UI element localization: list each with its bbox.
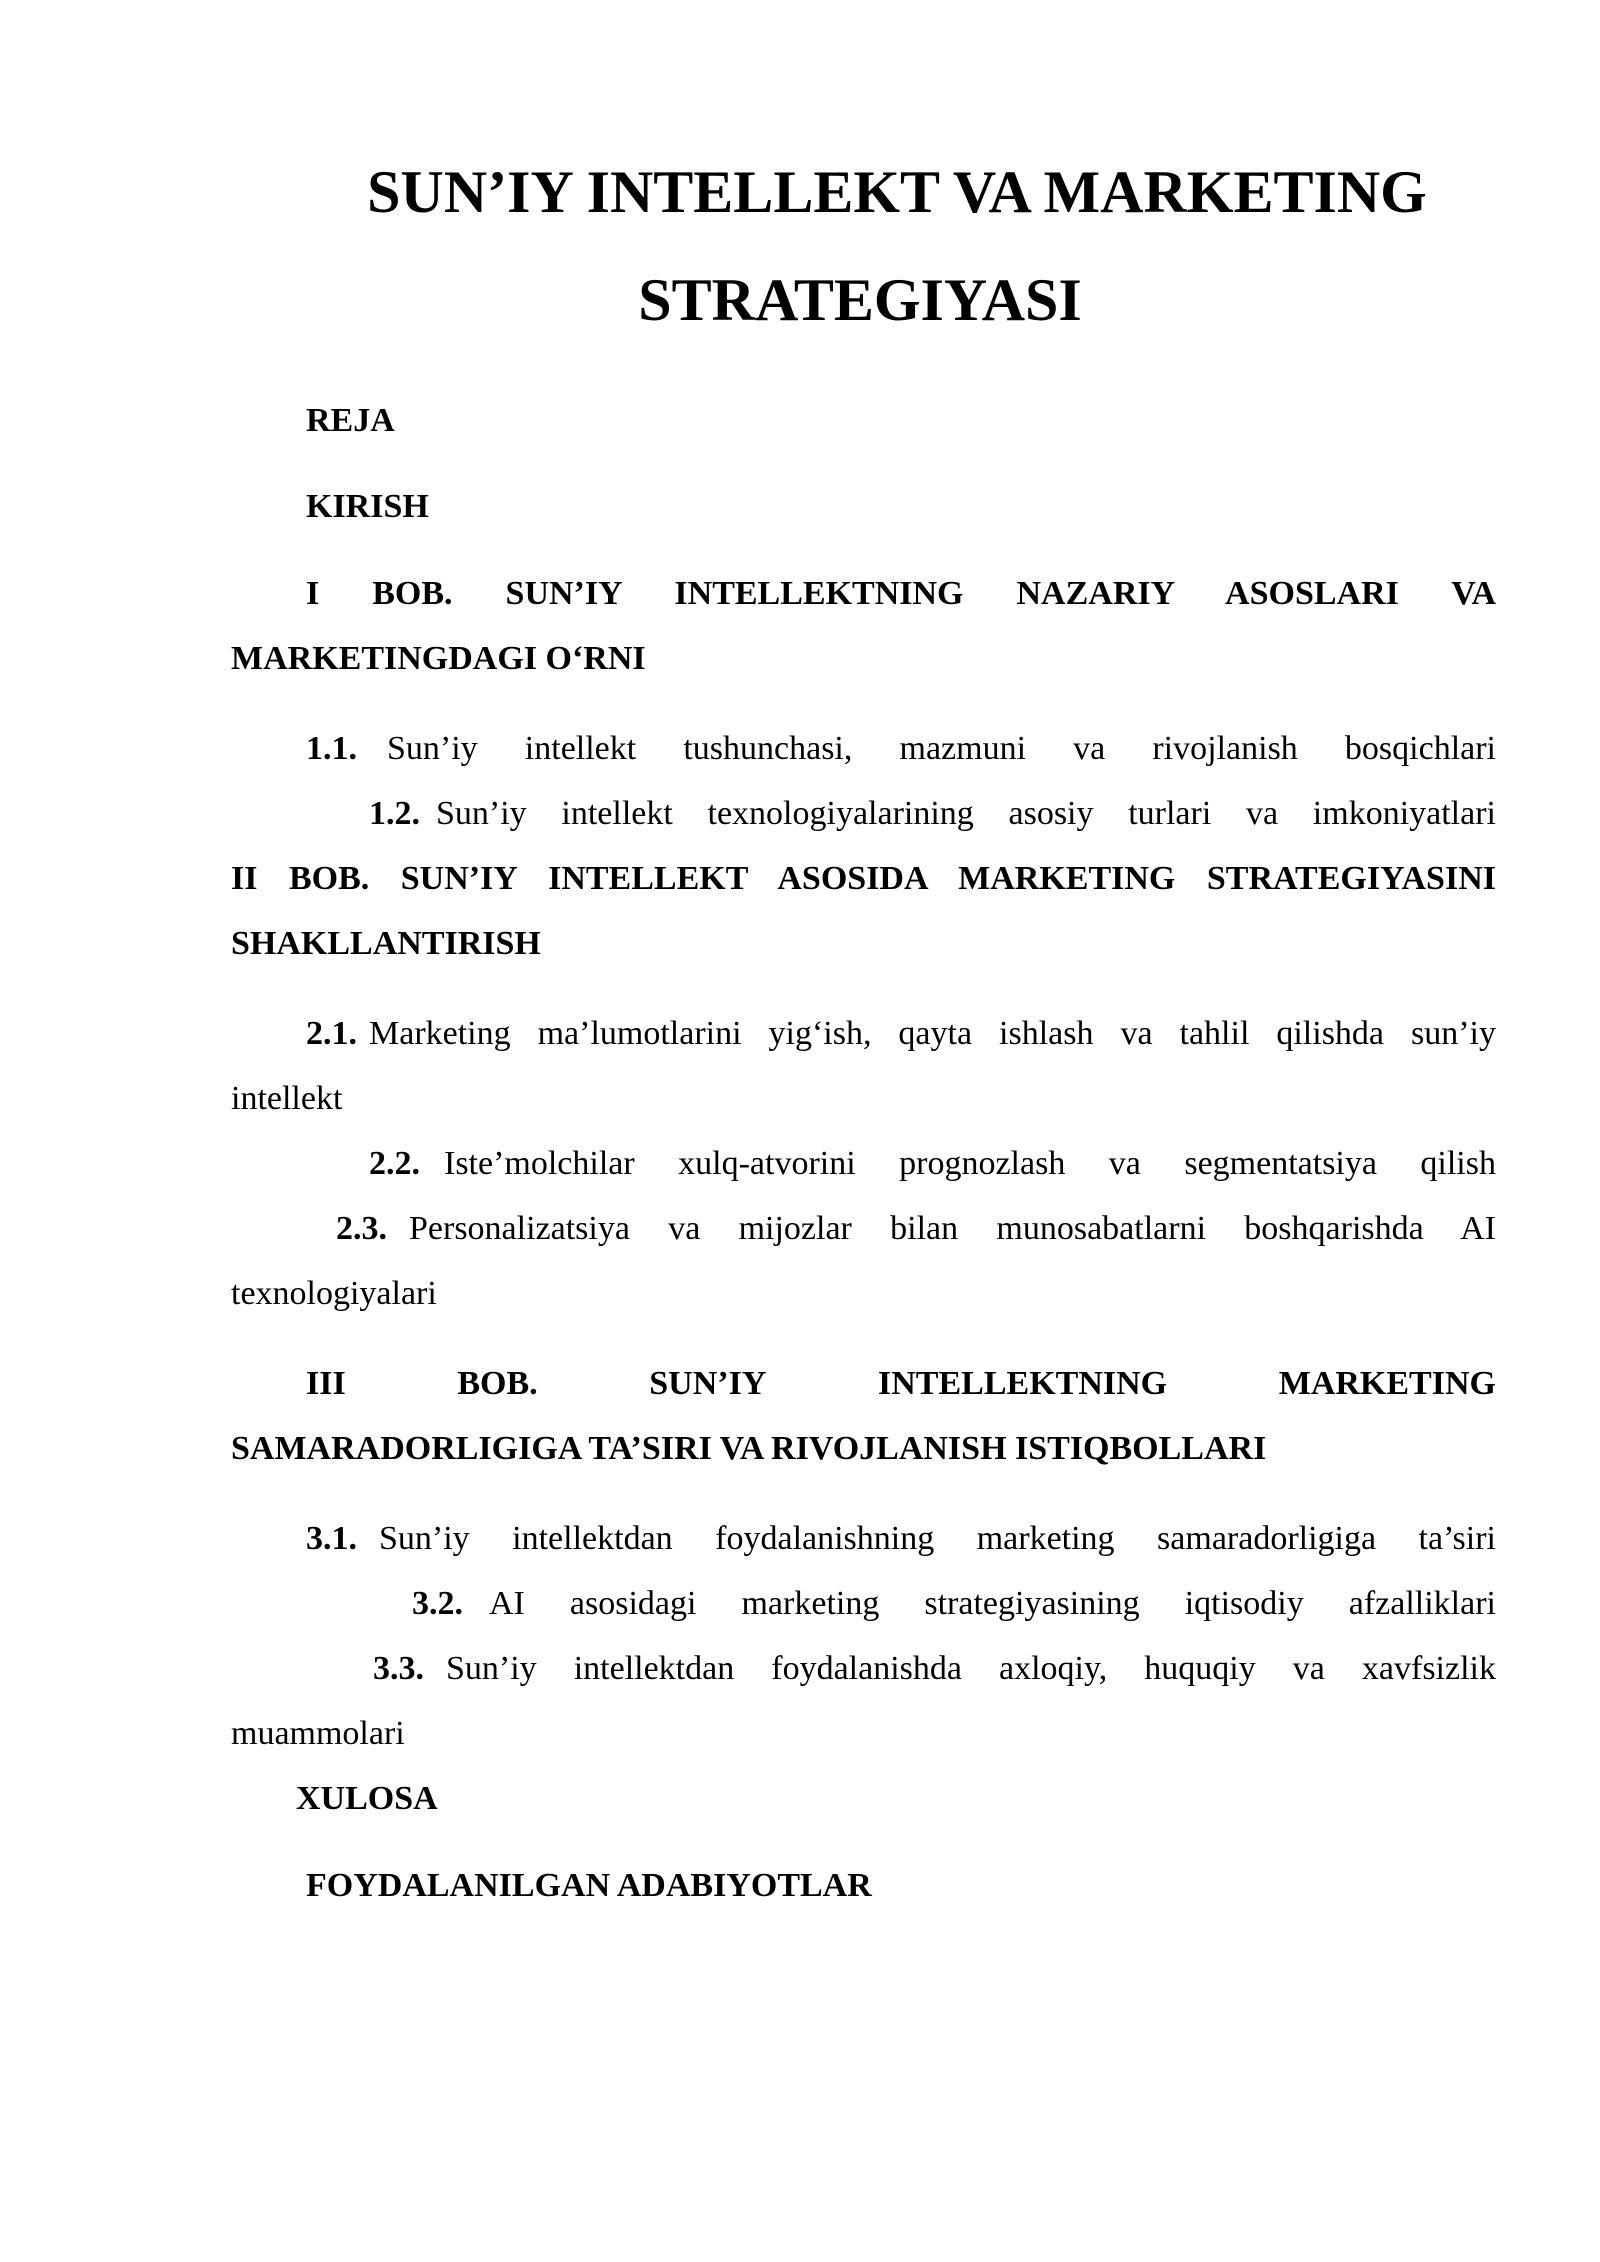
chapter-3-word: BOB.: [457, 1365, 538, 1402]
xulosa-item: XULOSA: [296, 1780, 438, 1817]
section-number: 3.2.: [412, 1585, 463, 1622]
adabiyotlar-item: FOYDALANILGAN ADABIYOTLAR: [306, 1867, 872, 1904]
section-2-3: [336, 1212, 1496, 1246]
chapter-1-line-1: I BOB. SUN’IY INTELLEKTNING NAZARIY ASOSLARI VA: [306, 575, 1496, 612]
chapter-2-line-1: II BOB. SUN’IY INTELLEKT ASOSIDA MARKETING STRATEGIYASINI: [231, 860, 1496, 897]
section-3-1: [306, 1522, 1496, 1556]
section-number: 2.1.: [306, 1015, 357, 1052]
chapter-3-line-1: [306, 1367, 1496, 1401]
section-title: Sun’iy intellektdan foydalanishda axloqiy, huquqiy va xavfsizlik: [446, 1650, 1496, 1687]
section-2-1: [306, 1017, 1496, 1051]
chapter-3-word: MARKETING: [1278, 1365, 1496, 1402]
section-number: 1.2.: [369, 795, 420, 832]
section-1-2: [369, 797, 1496, 831]
section-1-1: [306, 732, 1496, 766]
chapter-2-line-2: SHAKLLANTIRISH: [231, 925, 541, 962]
section-title: Sun’iy intellektdan foydalanishning marketing samaradorligiga ta’siri: [379, 1520, 1496, 1557]
section-3-3-continued: muammolari: [231, 1715, 405, 1752]
section-2-1-continued: intellekt: [231, 1080, 343, 1117]
section-title: Sun’iy intellekt tushunchasi, mazmuni va rivojlanish bosqichlari: [387, 730, 1496, 767]
reja-heading: REJA: [306, 402, 395, 439]
section-title: AI asosidagi marketing strategiyasining iqtisodiy afzalliklari: [489, 1585, 1496, 1622]
section-number: 2.3.: [336, 1210, 387, 1247]
kirish-item: KIRISH: [306, 488, 429, 525]
section-number: 3.1.: [306, 1520, 357, 1557]
section-title: Personalizatsiya va mijozlar bilan munosabatlarni boshqarishda AI: [409, 1210, 1496, 1247]
section-title: Marketing ma’lumotlarini yig‘ish, qayta ishlash va tahlil qilishda sun’iy: [369, 1015, 1496, 1052]
chapter-3-word: SUN’IY: [649, 1365, 767, 1402]
chapter-3-word: III: [306, 1365, 346, 1402]
section-number: 2.2.: [369, 1145, 420, 1182]
section-2-3-continued: texnologiyalari: [231, 1275, 437, 1312]
section-3-2: [412, 1587, 1496, 1621]
title-line-2: STRATEGIYASI: [638, 267, 1082, 333]
section-number: 1.1.: [306, 730, 357, 767]
section-3-3: [373, 1652, 1496, 1686]
chapter-1-line-2: MARKETINGDAGI O‘RNI: [231, 640, 646, 677]
chapter-3-line-2: SAMARADORLIGIGA TA’SIRI VA RIVOJLANISH ISTIQBOLLARI: [231, 1430, 1267, 1467]
section-2-2: [369, 1147, 1496, 1181]
chapter-3-word: INTELLEKTNING: [878, 1365, 1168, 1402]
section-title: Iste’molchilar xulq-atvorini prognozlash va segmentatsiya qilish: [444, 1145, 1496, 1182]
section-title: Sun’iy intellekt texnologiyalarining asosiy turlari va imkoniyatlari: [436, 795, 1496, 832]
title-line-1: SUN’IY INTELLEKT VA MARKETING: [367, 159, 1427, 225]
section-number: 3.3.: [373, 1650, 424, 1687]
